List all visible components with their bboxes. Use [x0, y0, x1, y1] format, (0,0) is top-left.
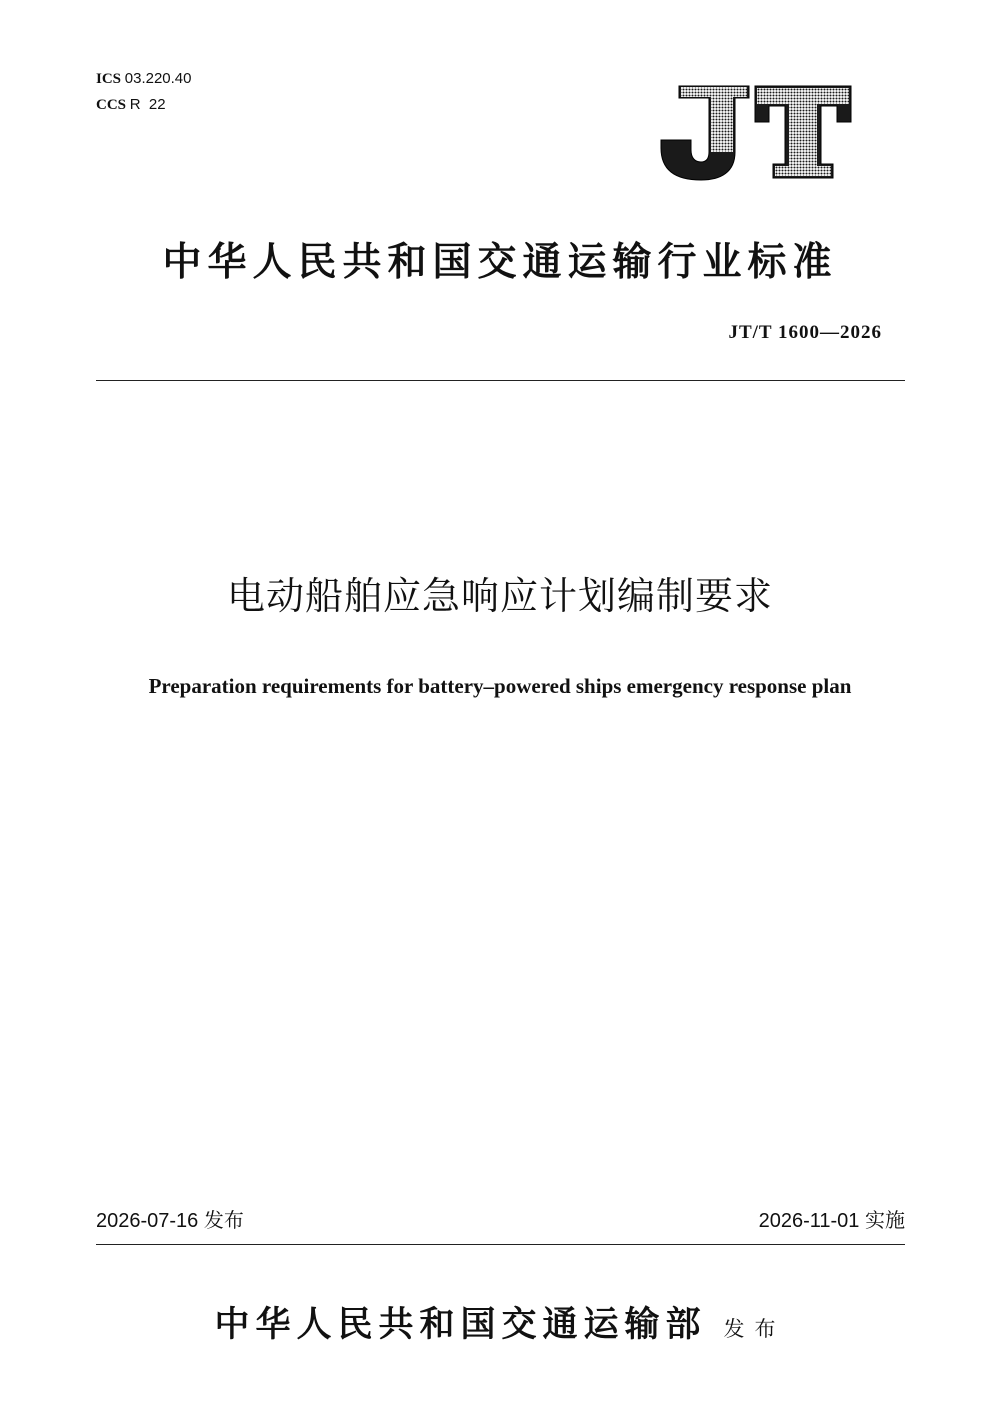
issue-date: 2026-07-16 发布 [96, 1210, 244, 1232]
ccs-label: CCS [96, 97, 127, 113]
ics-value: 03.220.40 [124, 70, 192, 87]
logo-letter-j [661, 86, 749, 180]
header-divider [96, 380, 905, 381]
publisher-line [0, 1301, 1000, 1353]
logo-letter-t [755, 86, 851, 178]
publisher-name: 中华人民共和国交通运输部 [214, 1304, 707, 1345]
publisher-action: 发布 [723, 1317, 786, 1341]
standard-number: JT/T 1600—2026 [728, 322, 882, 343]
ccs-code [96, 96, 166, 114]
document-title-en: Preparation requirements for battery–powered ships emergency response plan [148, 674, 852, 698]
ccs-value: R 22 [129, 96, 166, 113]
ics-code [96, 70, 192, 88]
document-title-cn: 电动船舶应急响应计划编制要求 [226, 574, 773, 618]
ics-label: ICS [96, 71, 122, 87]
effective-date: 2026-11-01 实施 [758, 1210, 905, 1232]
jt-logo [655, 82, 855, 182]
organization-title: 中华人民共和国交通运输行业标准 [162, 239, 838, 285]
footer-divider [96, 1244, 905, 1245]
